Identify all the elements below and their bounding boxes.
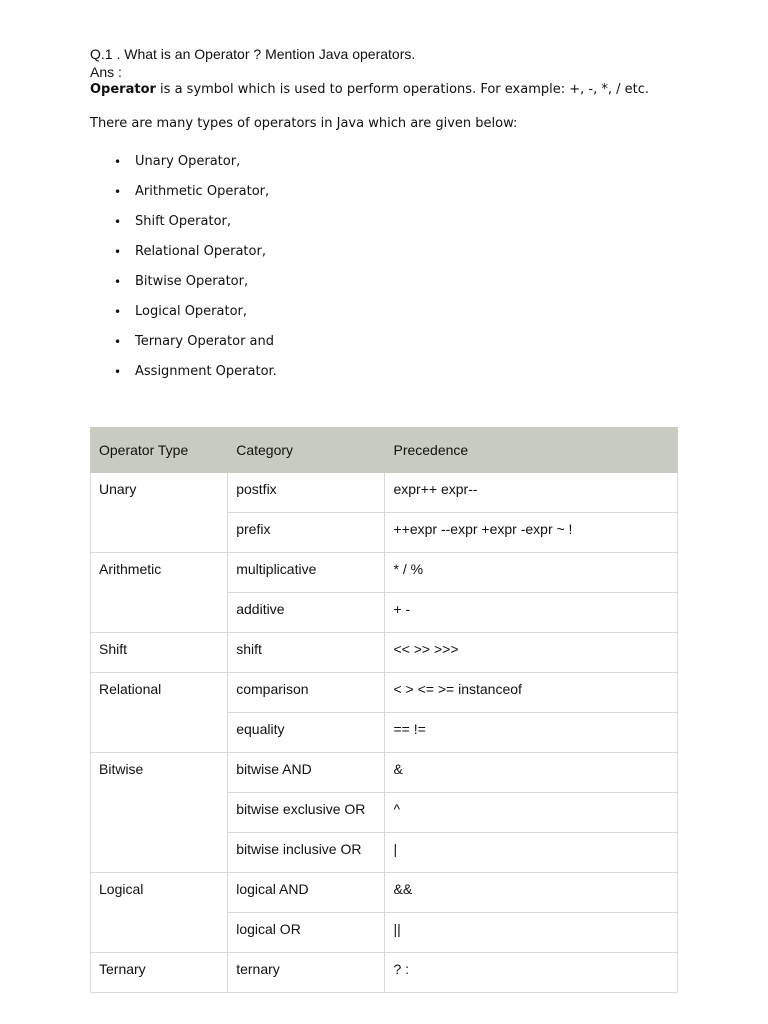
- table-row: [91, 473, 678, 513]
- bullet-icon: •: [114, 305, 122, 319]
- category-cell: equality: [228, 713, 385, 753]
- category-cell: bitwise inclusive OR: [228, 833, 385, 873]
- table-row: [91, 553, 678, 593]
- table-header-row: [91, 428, 678, 473]
- column-header-operator-type: Operator Type: [91, 428, 228, 473]
- list-item: [90, 363, 680, 393]
- category-cell: additive: [228, 593, 385, 633]
- precedence-cell: &: [385, 753, 678, 793]
- list-item-label: Shift Operator,: [135, 214, 232, 229]
- operator-type-cell: Ternary: [91, 953, 228, 993]
- precedence-cell: ^: [385, 793, 678, 833]
- precedence-cell: ? :: [385, 953, 678, 993]
- category-cell: postfix: [228, 473, 385, 513]
- category-cell: logical AND: [228, 873, 385, 913]
- bullet-icon: •: [114, 185, 122, 199]
- list-item: [90, 303, 680, 333]
- list-item: [90, 273, 680, 303]
- precedence-cell: expr++ expr--: [385, 473, 678, 513]
- column-header-category: Category: [228, 428, 385, 473]
- bullet-icon: •: [114, 365, 122, 379]
- definition-paragraph: [90, 81, 680, 99]
- intro-paragraph: There are many types of operators in Java which are given below:: [90, 116, 518, 131]
- precedence-cell: &&: [385, 873, 678, 913]
- document-page: [90, 45, 680, 393]
- category-cell: bitwise AND: [228, 753, 385, 793]
- operator-type-cell: Relational: [91, 673, 228, 753]
- operator-type-cell: Unary: [91, 473, 228, 553]
- precedence-cell: ++expr --expr +expr -expr ~ !: [385, 513, 678, 553]
- list-item: [90, 333, 680, 363]
- answer-label: Ans :: [90, 64, 122, 80]
- precedence-cell: * / %: [385, 553, 678, 593]
- table-row: [91, 873, 678, 913]
- table-row: [91, 673, 678, 713]
- precedence-cell: ||: [385, 913, 678, 953]
- category-cell: logical OR: [228, 913, 385, 953]
- precedence-cell: |: [385, 833, 678, 873]
- operator-type-cell: Shift: [91, 633, 228, 673]
- operator-list: [90, 153, 680, 393]
- table-row: [91, 953, 678, 993]
- precedence-cell: << >> >>>: [385, 633, 678, 673]
- definition-term: Operator: [90, 82, 156, 97]
- bullet-icon: •: [114, 335, 122, 349]
- list-item: [90, 183, 680, 213]
- bullet-icon: •: [114, 275, 122, 289]
- precedence-cell: < > <= >= instanceof: [385, 673, 678, 713]
- category-cell: multiplicative: [228, 553, 385, 593]
- list-item-label: Bitwise Operator,: [135, 274, 249, 289]
- list-item-label: Unary Operator,: [135, 154, 241, 169]
- list-item-label: Logical Operator,: [135, 304, 248, 319]
- operator-type-cell: Arithmetic: [91, 553, 228, 633]
- category-cell: bitwise exclusive OR: [228, 793, 385, 833]
- table-row: [91, 633, 678, 673]
- category-cell: ternary: [228, 953, 385, 993]
- category-cell: prefix: [228, 513, 385, 553]
- table-row: [91, 753, 678, 793]
- list-item: [90, 243, 680, 273]
- bullet-icon: •: [114, 245, 122, 259]
- operator-type-cell: Logical: [91, 873, 228, 953]
- definition-text: is a symbol which is used to perform operations. For example: +, -, *, / etc.: [155, 82, 650, 97]
- list-item-label: Assignment Operator.: [135, 364, 277, 379]
- operator-type-cell: Bitwise: [91, 753, 228, 873]
- list-item-label: Relational Operator,: [135, 244, 266, 259]
- precedence-cell: == !=: [385, 713, 678, 753]
- list-item: [90, 153, 680, 183]
- column-header-precedence: Precedence: [385, 428, 678, 473]
- list-item: [90, 213, 680, 243]
- bullet-icon: •: [114, 215, 122, 229]
- category-cell: comparison: [228, 673, 385, 713]
- question-heading: Q.1 . What is an Operator ? Mention Java operators.: [90, 46, 416, 62]
- list-item-label: Arithmetic Operator,: [135, 184, 270, 199]
- bullet-icon: •: [114, 155, 122, 169]
- category-cell: shift: [228, 633, 385, 673]
- precedence-cell: + -: [385, 593, 678, 633]
- list-item-label: Ternary Operator and: [135, 334, 275, 349]
- operator-precedence-table: [90, 427, 678, 993]
